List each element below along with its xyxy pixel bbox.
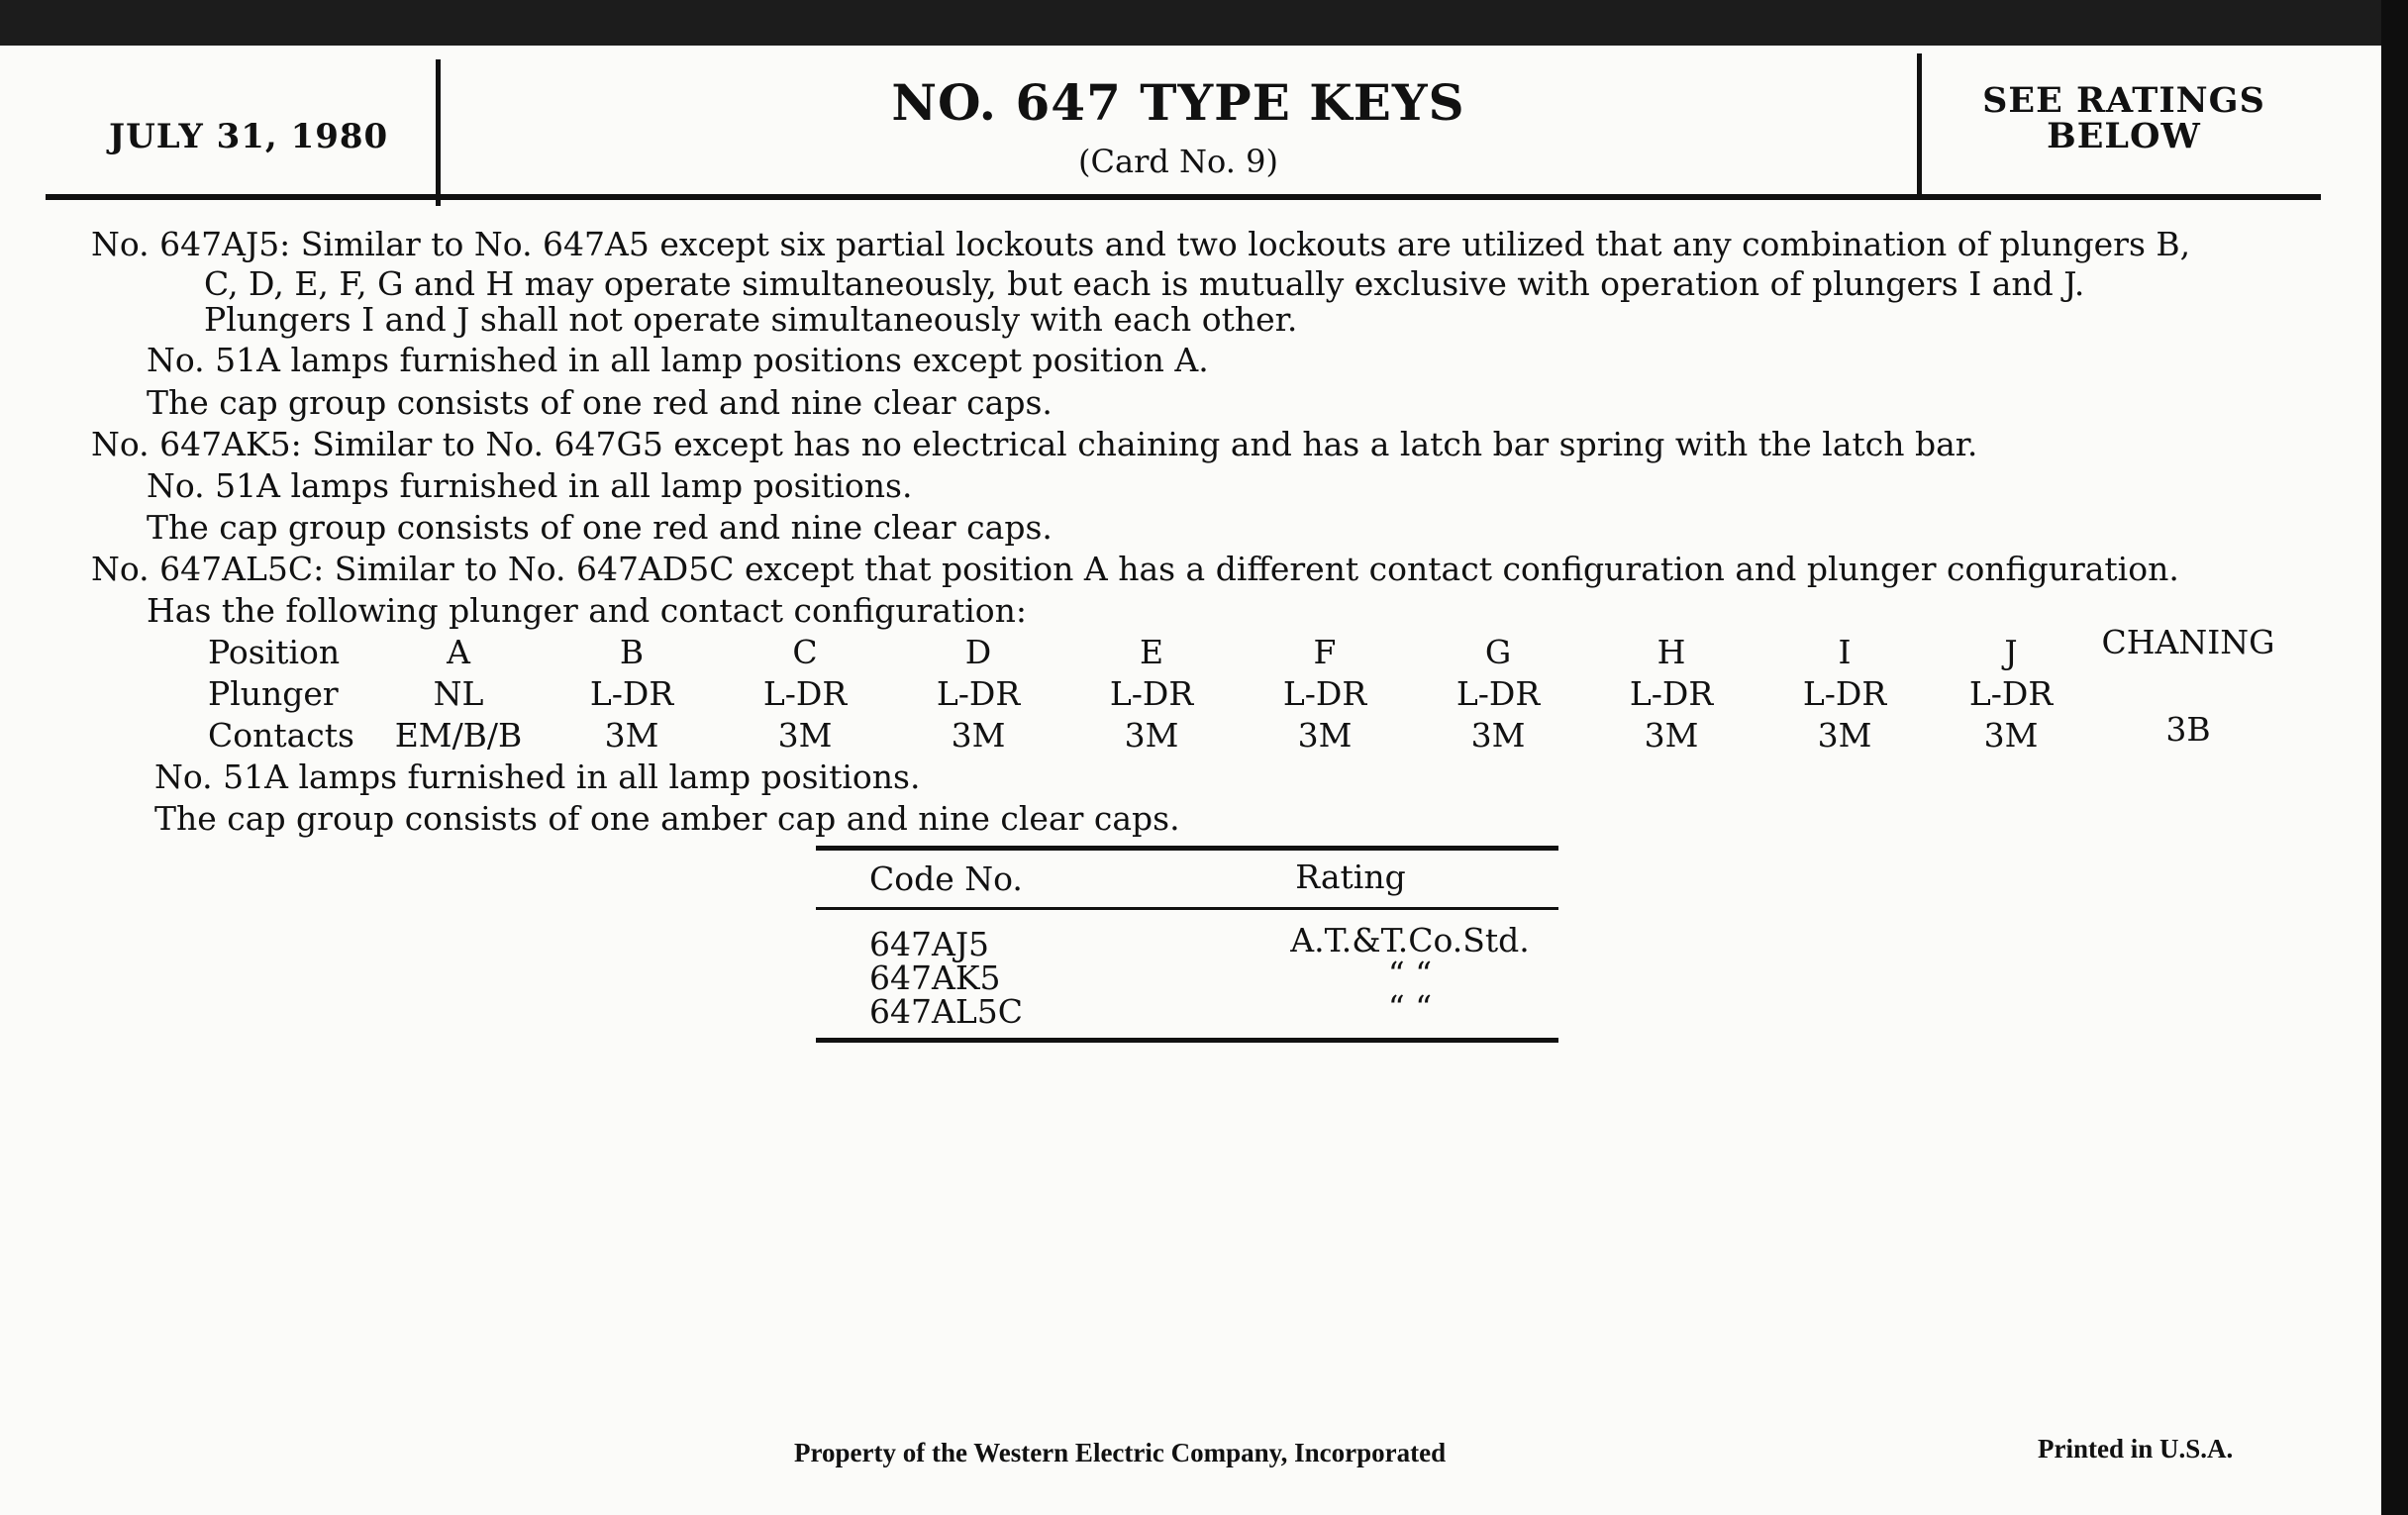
entry-647aj5-line2: C, D, E, F, G and H may operate simultaneously, but each is mutually exclusive with operation of plungers I and J. — [204, 264, 2085, 303]
config-position: J — [2004, 633, 2018, 671]
config-position: G — [1484, 633, 1512, 671]
table-top-rule — [816, 846, 1558, 851]
config-contacts: EM/B/B — [394, 716, 523, 755]
table-row-rating: “ “ — [1387, 955, 1433, 993]
entry-647al5c-intro: Has the following plunger and contact configuration: — [147, 591, 1028, 630]
config-plunger: L-DR — [1629, 674, 1714, 713]
issue-date: JULY 31, 1980 — [109, 117, 389, 156]
config-plunger: L-DR — [1455, 674, 1541, 713]
document-card — [0, 46, 2381, 1515]
table-row-rating: A.T.&T.Co.Std. — [1290, 921, 1530, 960]
footer-printed: Printed in U.S.A. — [2038, 1434, 2234, 1464]
config-position: H — [1656, 633, 1686, 671]
table-row-code: 647AL5C — [869, 992, 1023, 1031]
scan-edge — [2381, 0, 2408, 1515]
config-contacts-chaning: 3B — [2165, 710, 2211, 749]
config-position: F — [1313, 633, 1337, 671]
config-contacts: 3M — [604, 716, 659, 755]
table-header-code: Code No. — [869, 859, 1023, 898]
entry-647ak5-caps: The cap group consists of one red and nine clear caps. — [147, 508, 1053, 547]
ratings-note — [1941, 80, 2307, 156]
config-position-chaning: CHANING — [2101, 623, 2275, 661]
entry-647aj5-line1: No. 647AJ5: Similar to No. 647A5 except six partial lockouts and two lockouts are utilized that any combination of plungers B, — [91, 225, 2191, 263]
config-position: C — [792, 633, 818, 671]
entry-647al5c-caps: The cap group consists of one amber cap and nine clear caps. — [154, 799, 1180, 838]
config-contacts: 3M — [951, 716, 1006, 755]
config-contacts: 3M — [1983, 716, 2039, 755]
entry-647al5c-lamps: No. 51A lamps furnished in all lamp positions. — [154, 758, 921, 796]
entry-647ak5-lamps: No. 51A lamps furnished in all lamp positions. — [147, 466, 913, 505]
config-position: E — [1139, 633, 1164, 671]
config-plunger: L-DR — [1968, 674, 2054, 713]
config-contacts: 3M — [1470, 716, 1526, 755]
entry-647aj5-caps: The cap group consists of one red and nine clear caps. — [147, 383, 1053, 422]
ratings-note-line2: BELOW — [2047, 116, 2201, 156]
ratings-note-line1: SEE RATINGS — [1982, 80, 2265, 121]
config-contacts: 3M — [1124, 716, 1179, 755]
config-position: I — [1838, 633, 1852, 671]
config-plunger: L-DR — [1109, 674, 1194, 713]
config-label-plunger: Plunger — [208, 674, 339, 713]
entry-647aj5-line3: Plungers I and J shall not operate simultaneously with each other. — [204, 300, 1298, 339]
config-contacts: 3M — [1817, 716, 1872, 755]
page-title: NO. 647 TYPE KEYS — [891, 73, 1465, 132]
table-row-code: 647AJ5 — [869, 925, 990, 963]
config-plunger: L-DR — [762, 674, 848, 713]
header-rule — [46, 194, 2321, 200]
entry-647ak5-line1: No. 647AK5: Similar to No. 647G5 except has no electrical chaining and has a latch bar spring with the latch bar. — [91, 425, 1978, 463]
config-label-position: Position — [208, 633, 341, 671]
entry-647aj5-lamps: No. 51A lamps furnished in all lamp positions except position A. — [147, 341, 1209, 379]
table-header-rule — [816, 907, 1558, 910]
config-plunger: L-DR — [589, 674, 674, 713]
config-plunger: NL — [433, 674, 484, 713]
config-contacts: 3M — [1297, 716, 1353, 755]
config-contacts: 3M — [1644, 716, 1699, 755]
config-plunger: L-DR — [1282, 674, 1367, 713]
config-position: A — [447, 633, 470, 671]
config-plunger: L-DR — [936, 674, 1021, 713]
config-contacts: 3M — [777, 716, 833, 755]
card-header — [0, 46, 2381, 204]
config-plunger: L-DR — [1802, 674, 1887, 713]
config-position: D — [964, 633, 992, 671]
table-header-rating: Rating — [1295, 858, 1406, 896]
table-row-code: 647AK5 — [869, 959, 1001, 997]
entry-647al5c-line1: No. 647AL5C: Similar to No. 647AD5C except that position A has a different contact configuration and plunger configuration. — [91, 550, 2179, 588]
card-number: (Card No. 9) — [1078, 143, 1278, 180]
table-row-rating: “ “ — [1387, 988, 1433, 1027]
config-position: B — [619, 633, 645, 671]
table-bottom-rule — [816, 1038, 1558, 1043]
header-divider-right — [1917, 53, 1922, 200]
footer-property: Property of the Western Electric Company, Incorporated — [794, 1438, 1447, 1467]
config-label-contacts: Contacts — [208, 716, 354, 755]
